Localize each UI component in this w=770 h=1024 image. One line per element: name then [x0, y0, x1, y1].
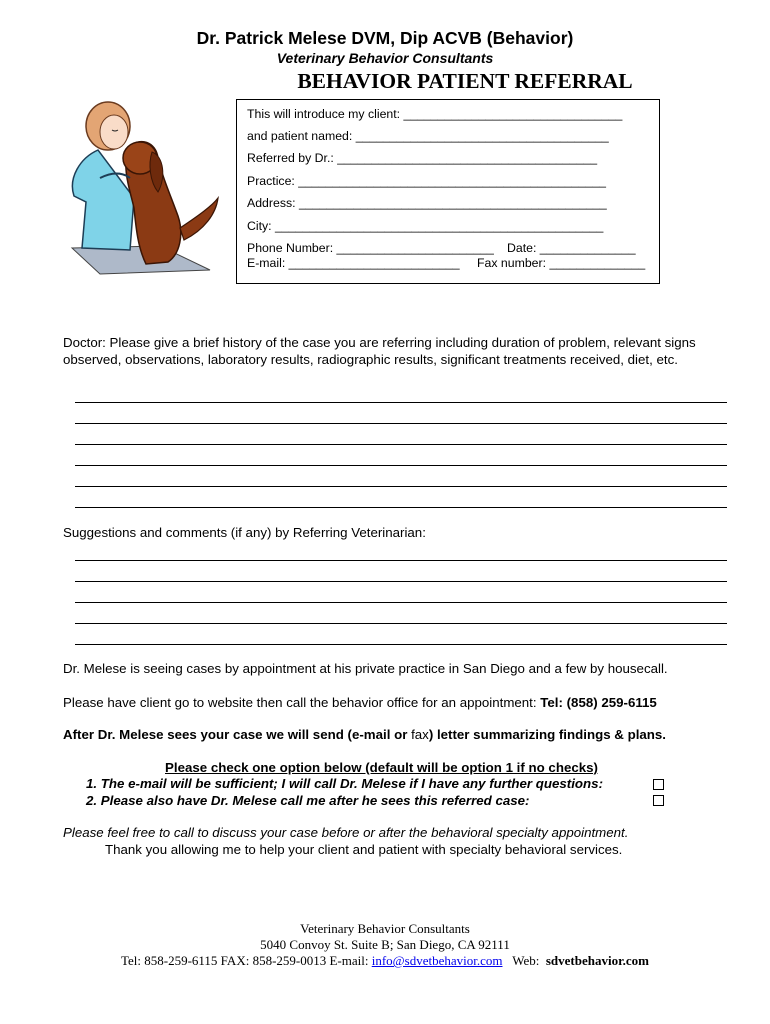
city-field[interactable]: City: ________________________________________________ — [247, 219, 604, 233]
practice-field[interactable]: Practice: _____________________________________________ — [247, 174, 607, 188]
org-subheading: Veterinary Behavior Consultants — [276, 50, 494, 66]
options-heading: Please check one option below (default will be option 1 if no checks) — [165, 760, 598, 775]
option-2-label: 2. Please also have Dr. Melese call me after he sees this referred case: — [86, 793, 530, 808]
history-line[interactable] — [75, 444, 727, 445]
referred-by-field[interactable]: Referred by Dr.: ______________________________________ — [247, 151, 598, 165]
closing-line-1: Please feel free to call to discuss your case before or after the behavioral specialty appointment. — [63, 825, 629, 840]
history-line[interactable] — [75, 423, 727, 424]
closing-line-2: Thank you allowing me to help your client and patient with specialty behavioral services. — [105, 842, 623, 857]
footer-email-link[interactable]: info@sdvetbehavior.com — [371, 953, 503, 968]
suggestions-prompt: Suggestions and comments (if any) by Referring Veterinarian: — [63, 525, 426, 540]
practice-info-text: Dr. Melese is seeing cases by appointment at his private practice in San Diego and a few by housecall. — [63, 661, 668, 676]
referral-info-box — [236, 99, 660, 284]
nurse-with-dog-clipart-icon — [60, 98, 222, 278]
suggestions-line[interactable] — [75, 623, 727, 624]
suggestions-line[interactable] — [75, 560, 727, 561]
appointment-info — [63, 695, 657, 712]
patient-field[interactable]: and patient named: _____________________________________ — [247, 129, 609, 143]
history-line[interactable] — [75, 507, 727, 508]
letter-text-c: ) letter summarizing findings & plans. — [428, 727, 666, 742]
footer-contact — [0, 953, 770, 969]
appointment-text: Please have client go to website then call the behavior office for an appointment: — [63, 695, 537, 710]
history-line[interactable] — [75, 402, 727, 403]
history-line[interactable] — [75, 486, 727, 487]
office-phone: Tel: (858) 259-6115 — [540, 695, 657, 710]
form-title: BEHAVIOR PATIENT REFERRAL — [297, 69, 633, 93]
letter-info — [63, 727, 666, 744]
option-1-checkbox[interactable] — [653, 779, 664, 790]
client-field[interactable]: This will introduce my client: ________________________________ — [247, 107, 623, 121]
date-field[interactable]: Date: ______________ — [507, 241, 636, 255]
history-prompt: Doctor: Please give a brief history of the case you are referring including duration of problem, relevant signs observed, observations, laboratory results, radiographic results, significant treatments received, diet, etc. — [63, 335, 696, 367]
letter-text-fax: fax — [411, 727, 429, 742]
footer-web-label: Web: — [512, 953, 540, 968]
letter-text-a: After Dr. Melese sees your case we will send (e-mail or — [63, 727, 408, 742]
address-field[interactable]: Address: _____________________________________________ — [247, 196, 607, 210]
footer-phone-fax: Tel: 858-259-6115 FAX: 858-259-0013 E-mail: — [120, 953, 369, 968]
email-field[interactable]: E-mail: _________________________ — [247, 256, 460, 270]
fax-field[interactable]: Fax number: ______________ — [477, 256, 646, 270]
suggestions-line[interactable] — [75, 581, 727, 582]
suggestions-line[interactable] — [75, 644, 727, 645]
phone-field[interactable]: Phone Number: _______________________ — [247, 241, 494, 255]
option-1-label: 1. The e-mail will be sufficient; I will call Dr. Melese if I have any further questions: — [86, 776, 603, 791]
suggestions-line[interactable] — [75, 602, 727, 603]
history-line[interactable] — [75, 465, 727, 466]
footer-org: Veterinary Behavior Consultants — [300, 921, 470, 936]
doctor-heading: Dr. Patrick Melese DVM, Dip ACVB (Behavior) — [196, 28, 574, 48]
footer-website[interactable]: sdvetbehavior.com — [545, 953, 650, 968]
option-2-checkbox[interactable] — [653, 795, 664, 806]
footer-address: 5040 Convoy St. Suite B; San Diego, CA 92111 — [260, 937, 510, 952]
